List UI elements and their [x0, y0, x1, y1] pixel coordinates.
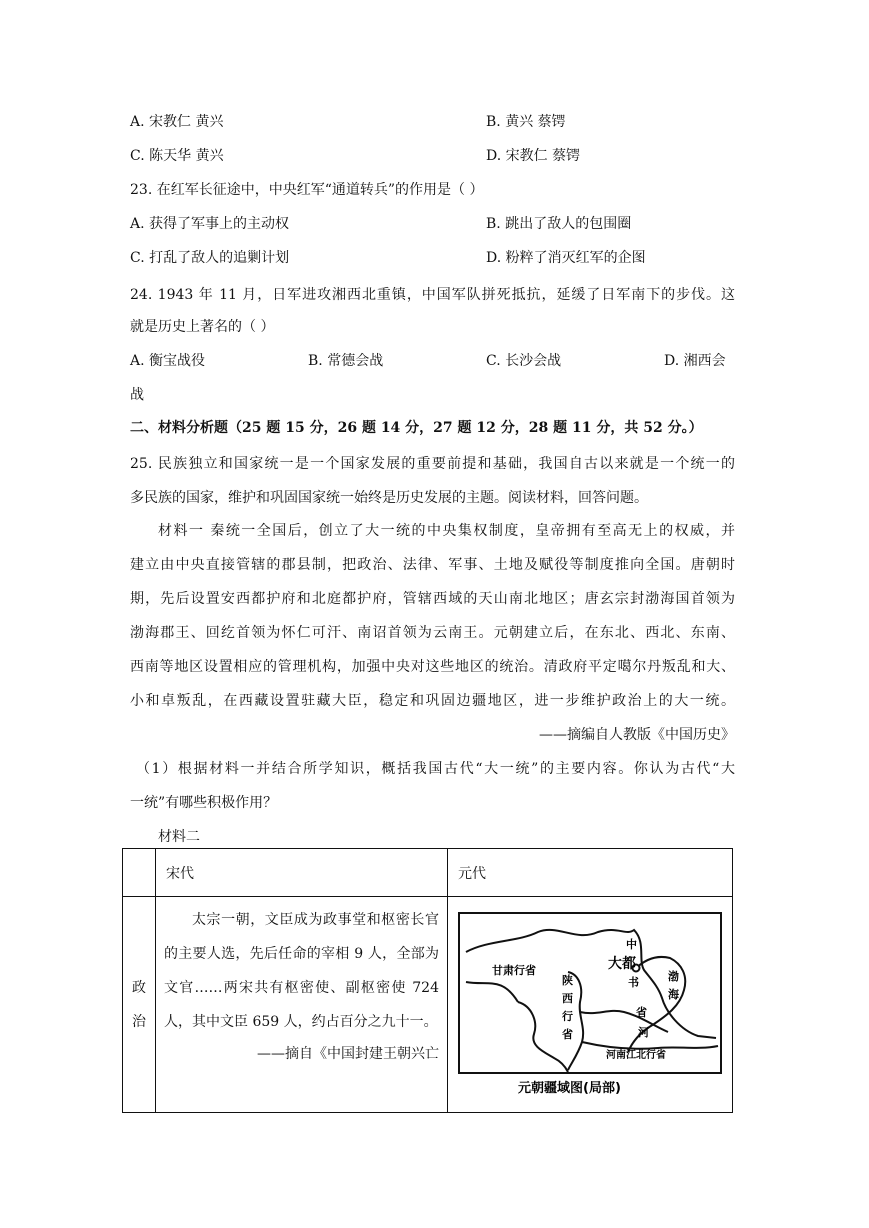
- material1-line: 西南等地区设置相应的管理机构，加强中央对这些地区的统治。清政府平定噶尔丹叛乱和大、: [130, 659, 735, 675]
- material1-source: ——摘编自人教版《中国历史》: [539, 727, 735, 743]
- q23-option-d: D. 粉粹了消灭红军的企图: [486, 250, 646, 266]
- table-corner-cell: [123, 849, 156, 897]
- material1-line: 材料一 秦统一全国后，创立了大一统的中央集权制度，皇帝拥有至高无上的权威，并: [158, 523, 735, 539]
- question1-line2: 一统”有哪些积极作用？: [130, 795, 278, 811]
- row-label-char: 政: [132, 979, 146, 996]
- q24-option-d-continued: 战: [130, 387, 144, 403]
- map-label: 渤: [668, 969, 679, 983]
- q24-stem-line2: 就是历史上著名的（ ）: [130, 319, 275, 335]
- material1-line: 渤海郡王、回纥首领为怀仁可汗、南诏首领为云南王。元朝建立后，在东北、西北、东南、: [130, 625, 735, 641]
- table-row-label: [123, 897, 156, 1113]
- map-label: 省: [562, 1027, 573, 1041]
- map-caption: 元朝疆域图(局部): [518, 1080, 621, 1096]
- table-cell-song: [156, 897, 448, 1113]
- q24-option-d: D. 湘西会: [664, 353, 726, 369]
- map-label: 西: [562, 991, 573, 1005]
- q23-stem: 23. 在红军长征途中，中央红军“通道转兵”的作用是（ ）: [130, 182, 484, 198]
- q22-option-b: B. 黄兴 蔡锷: [486, 114, 566, 130]
- q25-intro-line2: 多民族的国家，维护和巩固国家统一始终是历史发展的主题。阅读材料，回答问题。: [130, 490, 648, 506]
- map-label: 省: [636, 1005, 647, 1019]
- section-heading: 二、材料分析题（25 题 15 分，26 题 14 分，27 题 12 分，28 题 11 分，共 52 分。）: [130, 420, 703, 436]
- row-label-char: 治: [132, 1013, 146, 1030]
- map-label: 陕: [562, 973, 573, 987]
- map-label: 行: [562, 1009, 573, 1023]
- q23-option-a: A. 获得了军事上的主动权: [130, 216, 290, 232]
- map-label: 书: [628, 975, 639, 989]
- table-header-yuan: 元代: [448, 849, 733, 897]
- q22-option-a: A. 宋教仁 黄兴: [130, 114, 224, 130]
- q22-option-d: D. 宋教仁 蔡锷: [486, 148, 581, 164]
- material1-line: 期，先后设置安西都护府和北庭都护府，管辖西域的天山南北地区；唐玄宗封渤海国首领为: [130, 591, 735, 607]
- map-label-henan: 河南江北行省: [606, 1049, 666, 1061]
- map-label: 河: [638, 1025, 649, 1039]
- material2-label: 材料二: [158, 829, 200, 845]
- q23-option-c: C. 打乱了敌人的追剿计划: [130, 250, 290, 266]
- map-label-dadu: 大都: [608, 955, 636, 972]
- q24-option-b: B. 常德会战: [308, 353, 384, 369]
- map-frame: [459, 913, 721, 1073]
- map-container: [448, 912, 732, 1098]
- map-label: 海: [668, 987, 679, 1001]
- q24-option-c: C. 长沙会战: [486, 353, 562, 369]
- q25-intro-line1: 25. 民族独立和国家统一是一个国家发展的重要前提和基础，我国自古以来就是一个统一的: [130, 456, 735, 472]
- q24-stem-line1: 24. 1943 年 11 月，日军进攻湘西北重镇，中国军队拼死抵抗，延缓了日军南下的步伐。这: [130, 287, 735, 303]
- material1-line: 小和卓叛乱，在西藏设置驻藏大臣，稳定和巩固边疆地区，进一步维护政治上的大一统。: [130, 693, 735, 709]
- yuan-map-image: [458, 912, 722, 1098]
- q22-option-c: C. 陈天华 黄兴: [130, 148, 224, 164]
- q23-option-b: B. 跳出了敌人的包围圈: [486, 216, 632, 232]
- material1-line: 建立由中央直接管辖的郡县制，把政治、法律、军事、土地及赋役等制度推向全国。唐朝时: [130, 557, 735, 573]
- song-source: ——摘自《中国封建王朝兴亡: [257, 1046, 439, 1062]
- material2-table: [122, 848, 733, 1113]
- map-label: 中: [626, 937, 637, 951]
- map-label-gansu: 甘肃行省: [492, 963, 536, 977]
- song-text: 太宗一朝，文臣成为政事堂和枢密长官的主要人选，先后任命的宰相 9 人，全部为文官……两宋共有枢密使、副枢密使 724 人，其中文臣 659 人，约占百分之九十一。: [164, 912, 439, 1030]
- table-header-song: 宋代: [156, 849, 448, 897]
- q24-option-a: A. 衡宝战役: [130, 353, 206, 369]
- question1-line1: （1）根据材料一并结合所学知识，概括我国古代“大一统”的主要内容。你认为古代“大: [136, 761, 735, 777]
- table-cell-yuan: [448, 897, 733, 1113]
